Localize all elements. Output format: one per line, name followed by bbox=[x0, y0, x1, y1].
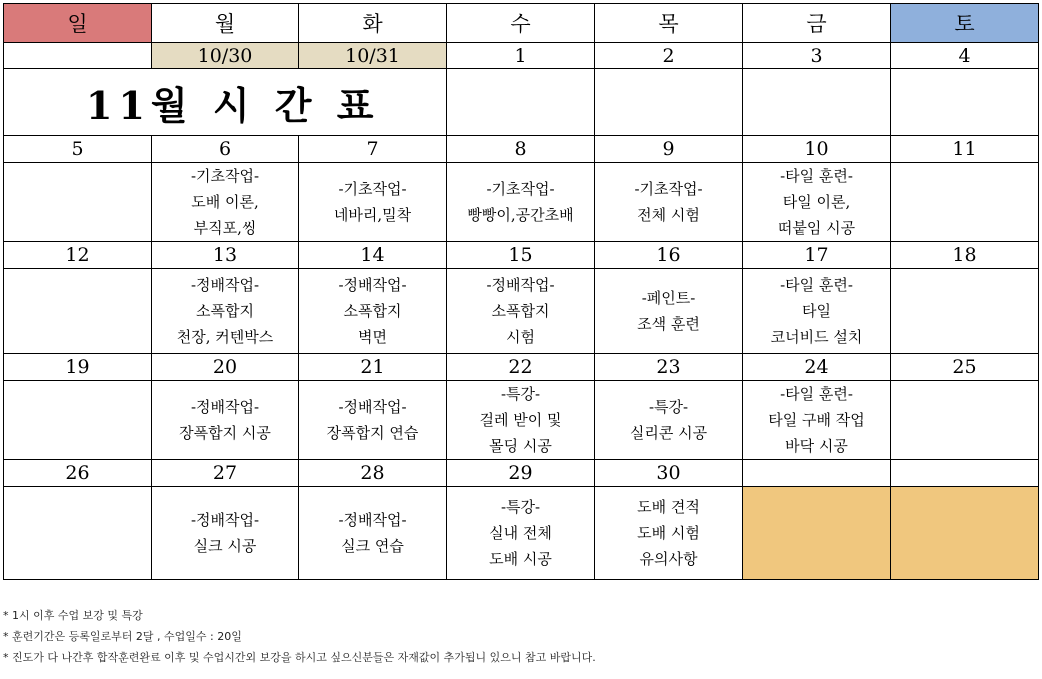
footnote: * 진도가 다 나간후 합작훈련완료 이후 및 수업시간외 보강을 하시고 싶으신분들은 자재값이 추가됩니 있으니 참고 바랍니다. bbox=[3, 651, 596, 664]
schedule-line: 떠붙임 시공 bbox=[777, 219, 856, 237]
schedule-line: 빵빵이,공간초배 bbox=[467, 206, 574, 224]
schedule-line: 부직포,씽 bbox=[193, 219, 257, 237]
schedule-line: -기초작업- bbox=[338, 180, 407, 198]
schedule-cell bbox=[891, 381, 1039, 460]
week0-date-row bbox=[4, 43, 1039, 69]
date-cell: 2 bbox=[595, 43, 743, 69]
date-cell: 21 bbox=[299, 354, 447, 381]
empty-cell bbox=[743, 487, 891, 580]
date-cell bbox=[891, 460, 1039, 487]
empty-cell bbox=[447, 69, 595, 136]
page-title: 11월 시 간 표 bbox=[86, 82, 380, 128]
empty-cell bbox=[891, 69, 1039, 136]
date-cell: 29 bbox=[447, 460, 595, 487]
schedule-cell bbox=[891, 163, 1039, 242]
schedule-line: -타일 훈련- bbox=[780, 385, 853, 403]
schedule-line: 유의사항 bbox=[639, 550, 698, 568]
schedule-line: -정배작업- bbox=[190, 398, 260, 416]
footnote: * 훈련기간은 등록일로부터 2달 , 수업일수 : 20일 bbox=[3, 630, 242, 643]
date-cell: 24 bbox=[743, 354, 891, 381]
schedule-line: 소폭합지 bbox=[343, 302, 402, 320]
schedule-line: 전체 시험 bbox=[637, 206, 700, 224]
schedule-line: -특강- bbox=[648, 398, 689, 416]
date-cell: 25 bbox=[891, 354, 1039, 381]
date-cell: 30 bbox=[595, 460, 743, 487]
schedule-line: 도배 견적 bbox=[637, 498, 700, 516]
date-cell: 8 bbox=[447, 136, 595, 163]
footnote: * 1시 이후 수업 보강 및 특강 bbox=[3, 609, 143, 622]
schedule-line: 천장, 커텐박스 bbox=[176, 328, 274, 346]
date-cell: 18 bbox=[891, 242, 1039, 269]
schedule-line: 네바리,밀착 bbox=[333, 206, 412, 224]
schedule-line: 실크 연습 bbox=[341, 537, 404, 555]
schedule-line: -정배작업- bbox=[338, 276, 407, 294]
schedule-cell bbox=[152, 163, 299, 242]
week4-date-row bbox=[4, 460, 1039, 487]
weekday-tue: 화 bbox=[299, 4, 447, 43]
schedule-line: 타일 이론, bbox=[782, 193, 851, 211]
schedule-line: 조색 훈련 bbox=[637, 315, 700, 333]
schedule-line: -정배작업- bbox=[190, 511, 260, 529]
schedule-cell bbox=[595, 381, 743, 460]
schedule-line: 벽면 bbox=[358, 328, 387, 346]
date-cell: 7 bbox=[299, 136, 447, 163]
date-cell: 12 bbox=[4, 242, 152, 269]
schedule-line: 걸레 받이 및 bbox=[479, 411, 562, 429]
schedule-line: -기초작업- bbox=[190, 167, 260, 185]
schedule-line: 장폭합지 연습 bbox=[326, 424, 419, 442]
weekday-sun: 일 bbox=[4, 4, 152, 43]
date-cell: 4 bbox=[891, 43, 1039, 69]
date-cell: 16 bbox=[595, 242, 743, 269]
schedule-line: -기초작업- bbox=[486, 180, 555, 198]
date-cell: 10 bbox=[743, 136, 891, 163]
schedule-line: -특강- bbox=[500, 385, 541, 403]
schedule-line: -특강- bbox=[500, 498, 541, 516]
week3-date-row bbox=[4, 354, 1039, 381]
date-cell: 28 bbox=[299, 460, 447, 487]
schedule-cell bbox=[4, 487, 152, 580]
schedule-line: -페인트- bbox=[641, 289, 696, 307]
date-cell: 15 bbox=[447, 242, 595, 269]
schedule-line: 소폭합지 bbox=[196, 302, 254, 320]
schedule-cell bbox=[299, 269, 447, 354]
weekday-mon: 월 bbox=[152, 4, 299, 43]
schedule-line: 도배 시험 bbox=[637, 524, 700, 542]
weekday-wed: 수 bbox=[447, 4, 595, 43]
date-cell: 5 bbox=[4, 136, 152, 163]
date-cell: 22 bbox=[447, 354, 595, 381]
schedule-cell bbox=[891, 269, 1039, 354]
schedule-line: 도배 이론, bbox=[191, 193, 259, 211]
date-cell: 19 bbox=[4, 354, 152, 381]
date-cell: 9 bbox=[595, 136, 743, 163]
schedule-cell bbox=[299, 163, 447, 242]
schedule-line: -타일 훈련- bbox=[780, 276, 853, 294]
date-cell: 17 bbox=[743, 242, 891, 269]
weekday-header-row bbox=[4, 4, 1039, 43]
date-cell: 20 bbox=[152, 354, 299, 381]
schedule-cell bbox=[152, 381, 299, 460]
schedule-cell bbox=[743, 269, 891, 354]
schedule-cell bbox=[152, 269, 299, 354]
schedule-line: 소폭합지 bbox=[491, 302, 550, 320]
schedule-cell bbox=[447, 269, 595, 354]
schedule-line: -정배작업- bbox=[338, 398, 407, 416]
schedule-cell bbox=[299, 487, 447, 580]
schedule-line: 도배 시공 bbox=[489, 550, 552, 568]
schedule-line: -타일 훈련- bbox=[780, 167, 853, 185]
schedule-line: -정배작업- bbox=[486, 276, 555, 294]
week1-date-row bbox=[4, 136, 1039, 163]
date-cell: 3 bbox=[743, 43, 891, 69]
schedule-line: 코너비드 설치 bbox=[770, 328, 863, 346]
date-cell: 6 bbox=[152, 136, 299, 163]
schedule-line: 실리콘 시공 bbox=[629, 424, 708, 442]
date-cell: 10/30 bbox=[152, 43, 299, 69]
weekday-fri: 금 bbox=[743, 4, 891, 43]
schedule-cell bbox=[299, 381, 447, 460]
week2-content-row bbox=[4, 269, 1039, 354]
empty-cell bbox=[595, 69, 743, 136]
schedule-cell bbox=[4, 163, 152, 242]
schedule-line: -정배작업- bbox=[338, 511, 407, 529]
schedule-cell bbox=[4, 381, 152, 460]
schedule-line: 몰딩 시공 bbox=[489, 437, 552, 455]
schedule-cell bbox=[4, 269, 152, 354]
date-cell: 11 bbox=[891, 136, 1039, 163]
schedule-cell bbox=[743, 163, 891, 242]
schedule-line: -정배작업- bbox=[190, 276, 260, 294]
schedule-cell bbox=[595, 487, 743, 580]
schedule-cell bbox=[447, 163, 595, 242]
empty-cell bbox=[743, 69, 891, 136]
footnotes bbox=[3, 605, 596, 668]
schedule-cell bbox=[595, 269, 743, 354]
schedule-line: 타일 bbox=[802, 302, 831, 320]
empty-cell bbox=[891, 487, 1039, 580]
date-cell: 26 bbox=[4, 460, 152, 487]
schedule-cell bbox=[447, 381, 595, 460]
schedule-line: 실내 전체 bbox=[489, 524, 552, 542]
schedule-cell bbox=[447, 487, 595, 580]
schedule-cell bbox=[152, 487, 299, 580]
week1-content-row bbox=[4, 163, 1039, 242]
date-cell: 14 bbox=[299, 242, 447, 269]
week2-date-row bbox=[4, 242, 1039, 269]
title-cell bbox=[4, 69, 447, 136]
title-row bbox=[4, 69, 1039, 136]
week3-content-row bbox=[4, 381, 1039, 460]
schedule-line: 실크 시공 bbox=[193, 537, 257, 555]
week4-content-row bbox=[4, 487, 1039, 580]
date-cell bbox=[4, 43, 152, 69]
date-cell: 23 bbox=[595, 354, 743, 381]
date-cell: 1 bbox=[447, 43, 595, 69]
schedule-line: 바닥 시공 bbox=[785, 437, 848, 455]
schedule-line: -기초작업- bbox=[634, 180, 703, 198]
date-cell: 10/31 bbox=[299, 43, 447, 69]
schedule-line: 장폭합지 시공 bbox=[179, 424, 271, 442]
date-cell: 27 bbox=[152, 460, 299, 487]
schedule-cell bbox=[595, 163, 743, 242]
schedule-line: 타일 구배 작업 bbox=[768, 411, 865, 429]
weekday-thu: 목 bbox=[595, 4, 743, 43]
schedule-line: 시험 bbox=[506, 328, 535, 346]
weekday-sat: 토 bbox=[891, 4, 1039, 43]
timetable-calendar bbox=[3, 3, 1039, 580]
date-cell: 13 bbox=[152, 242, 299, 269]
date-cell bbox=[743, 460, 891, 487]
schedule-cell bbox=[743, 381, 891, 460]
